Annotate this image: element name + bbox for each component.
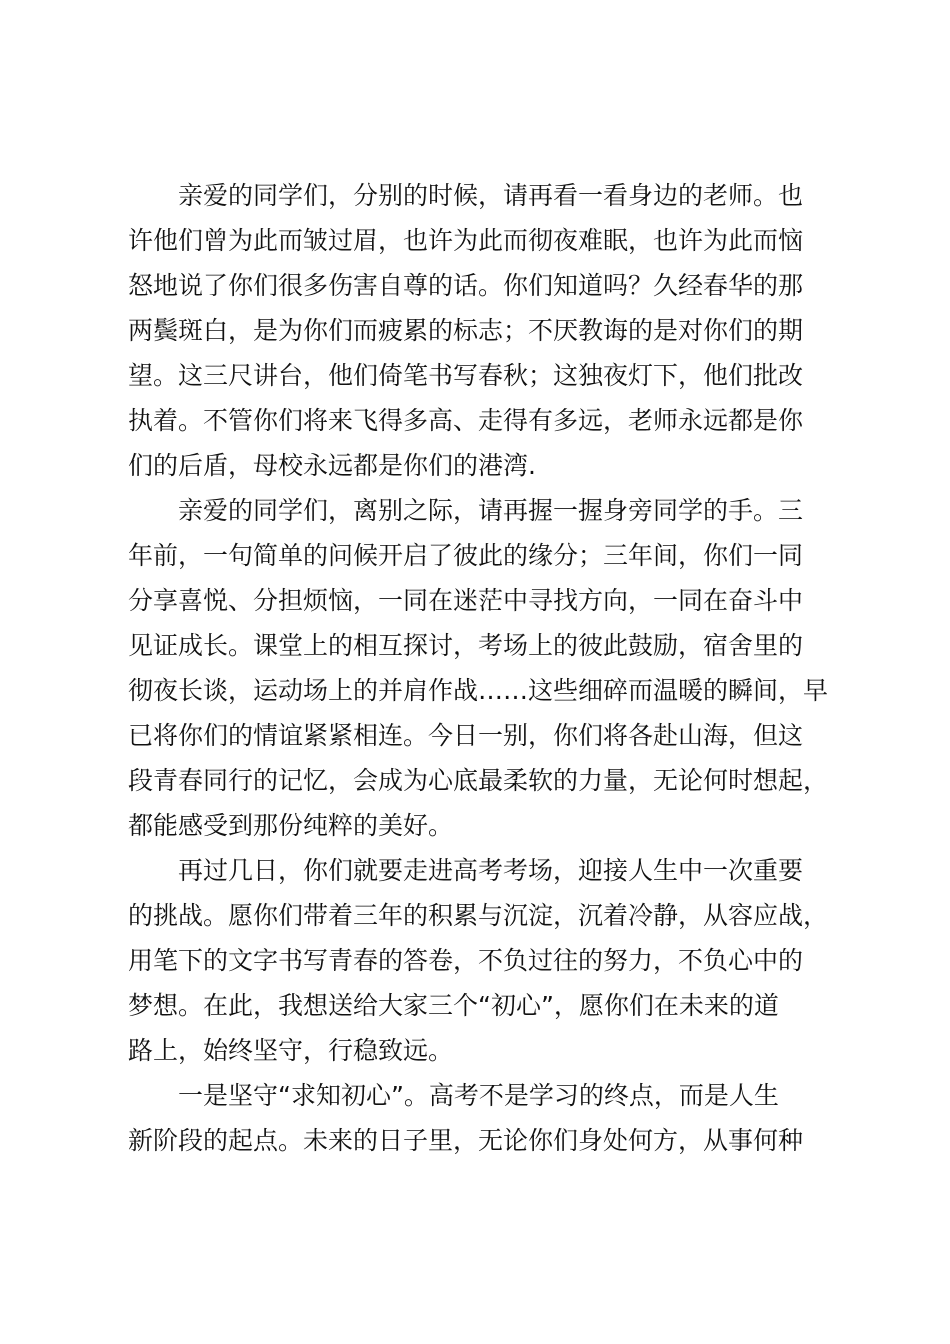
paragraph-line: 见证成长。课堂上的相互探讨，考场上的彼此鼓励，宿舍里的 <box>128 631 804 660</box>
paragraph-first-aspiration <box>128 1073 858 1163</box>
paragraph-line: 们的后盾，母校永远都是你们的港湾. <box>128 451 536 480</box>
paragraph-exam <box>128 848 858 1073</box>
paragraph-line: 执着。不管你们将来飞得多高、走得有多远，老师永远都是你 <box>128 406 804 435</box>
paragraph-line: 段青春同行的记忆，会成为心底最柔软的力量，无论何时想起， <box>128 766 829 795</box>
paragraph-line: 用笔下的文字书写青春的答卷，不负过往的努力，不负心中的 <box>128 946 804 975</box>
paragraph-line: 亲爱的同学们，离别之际，请再握一握身旁同学的手。三 <box>178 496 804 525</box>
paragraph-line: 再过几日，你们就要走进高考考场，迎接人生中一次重要 <box>178 856 804 885</box>
paragraph-line: 望。这三尺讲台，他们倚笔书写春秋；这独夜灯下，他们批改 <box>128 361 804 390</box>
paragraph-line: 亲爱的同学们，分别的时候，请再看一看身边的老师。也 <box>178 181 804 210</box>
paragraph-line: 都能感受到那份纯粹的美好。 <box>128 811 454 840</box>
paragraph-line: 彻夜长谈，运动场上的并肩作战……这些细碎而温暖的瞬间，早 <box>128 676 829 705</box>
paragraph-line: 的挑战。愿你们带着三年的积累与沉淀，沉着冷静，从容应战， <box>128 901 829 930</box>
paragraph-line: 两鬓斑白，是为你们而疲累的标志；不厌教诲的是对你们的期 <box>128 316 804 345</box>
paragraph-line: 怒地说了你们很多伤害自尊的话。你们知道吗？久经春华的那 <box>128 271 804 300</box>
paragraph-line: 路上，始终坚守，行稳致远。 <box>128 1036 454 1065</box>
paragraph-line: 已将你们的情谊紧紧相连。今日一别，你们将各赴山海，但这 <box>128 721 804 750</box>
document-body <box>128 173 858 1163</box>
paragraph-line: 年前，一句简单的问候开启了彼此的缘分；三年间，你们一同 <box>128 541 804 570</box>
paragraph-line: 许他们曾为此而皱过眉，也许为此而彻夜难眠，也许为此而恼 <box>128 226 804 255</box>
paragraph-line: 新阶段的起点。未来的日子里，无论你们身处何方，从事何种 <box>128 1126 804 1155</box>
paragraph-line: 一是坚守“求知初心”。高考不是学习的终点，而是人生 <box>178 1081 779 1110</box>
paragraph-line: 梦想。在此，我想送给大家三个“初心”，愿你们在未来的道 <box>128 991 779 1020</box>
paragraph-line: 分享喜悦、分担烦恼，一同在迷茫中寻找方向，一同在奋斗中 <box>128 586 804 615</box>
paragraph-teachers <box>128 173 858 488</box>
paragraph-classmates <box>128 488 858 848</box>
